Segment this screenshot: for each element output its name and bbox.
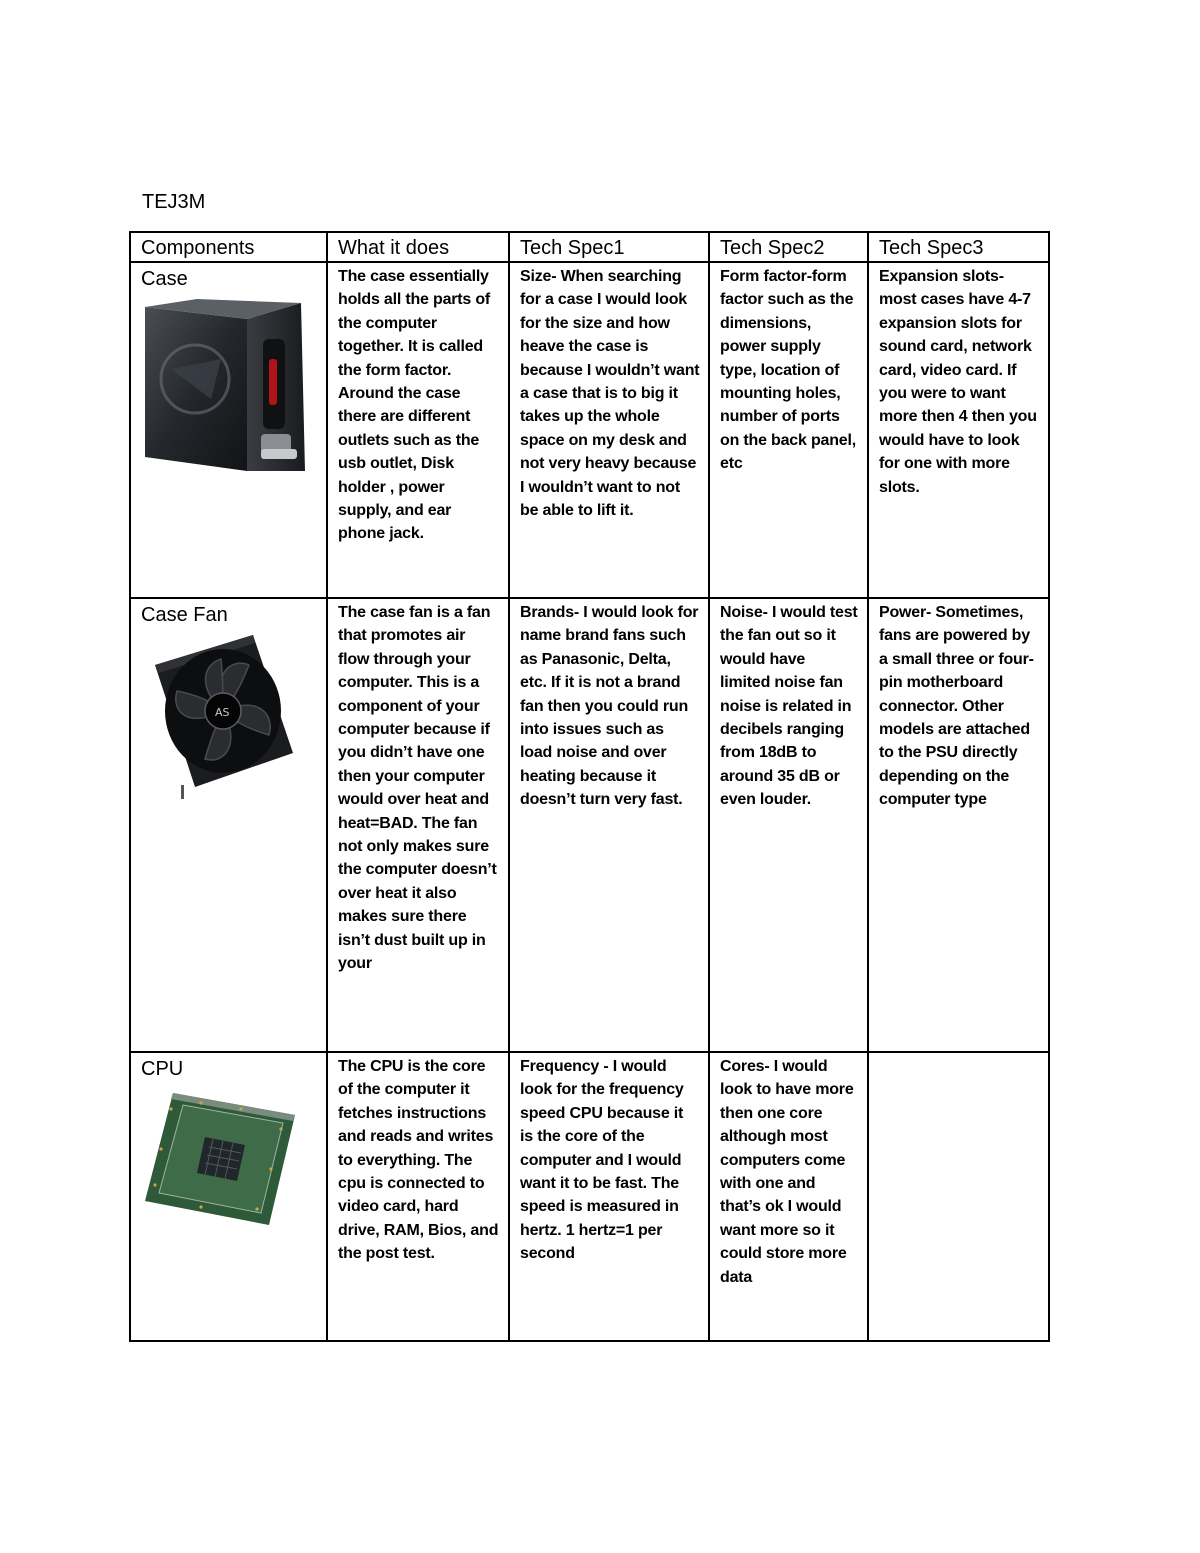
component-label: Case Fan: [141, 604, 228, 626]
tech-spec3-cell: [868, 1052, 1049, 1341]
header-components: Components: [130, 232, 327, 262]
tech-spec2-cell: Noise- I would test the fan out so it would have limited noise fan noise is related in decibels ranging from 18dB to around 35 dB or even louder.: [709, 598, 868, 1052]
what-it-does-cell: The case essentially holds all the parts of the computer together. It is called the form factor. Around the case there are different outlets such as the usb outlet, Disk holder , power supply, and ear phone jack.: [327, 262, 509, 598]
case-fan-icon: [141, 635, 318, 810]
component-cell: [130, 1052, 327, 1341]
cpu-chip-icon: [141, 1089, 318, 1234]
component-cell: [130, 262, 327, 598]
component-label: Case: [141, 268, 188, 290]
table-row: [130, 262, 1049, 598]
what-it-does-cell: The case fan is a fan that promotes air flow through your computer. This is a component of your computer because if you didn’t have one then your computer would over heat and heat=BAD. The fan not only makes sure the computer doesn’t over heat it also makes sure there isn’t dust built up in your: [327, 598, 509, 1052]
what-it-does-cell: The CPU is the core of the computer it fetches instructions and reads and writes to everything. The cpu is connected to video card, hard drive, RAM, Bios, and the post test.: [327, 1052, 509, 1341]
tech-spec3-cell: Expansion slots- most cases have 4-7 expansion slots for sound card, network card, video card. If you were to want more then 4 then you would have to look for one with more slots.: [868, 262, 1049, 598]
header-tech-spec2: Tech Spec2: [709, 232, 868, 262]
table-row: [130, 1052, 1049, 1341]
document-title: TEJ3M: [142, 191, 206, 213]
computer-case-icon: [141, 299, 318, 490]
tech-spec1-cell: Size- When searching for a case I would look for the size and how heave the case is because I wouldn’t want a case that is to big it takes up the whole space on my desk and not very heavy because I wouldn’t want to not be able to lift it.: [509, 262, 709, 598]
header-what-it-does: What it does: [327, 232, 509, 262]
table-header-row: [130, 232, 1049, 262]
tech-spec1-cell: Frequency - I would look for the frequency speed CPU because it is the core of the computer and I would want it to be fast. The speed is measured in hertz. 1 hertz=1 per second: [509, 1052, 709, 1341]
tech-spec1-cell: Brands- I would look for name brand fans such as Panasonic, Delta, etc. If it is not a brand fan then you could run into issues such as load noise and over heating because it doesn’t turn very fast.: [509, 598, 709, 1052]
tech-spec2-cell: Cores- I would look to have more then one core although most computers come with one and that’s ok I would want more so it could store more data: [709, 1052, 868, 1341]
svg-text:AS: AS: [215, 706, 230, 719]
tech-spec3-cell: Power- Sometimes, fans are powered by a small three or four-pin motherboard connector. Other models are attached to the PSU directly depending on the computer type: [868, 598, 1049, 1052]
header-tech-spec1: Tech Spec1: [509, 232, 709, 262]
component-label: CPU: [141, 1058, 184, 1080]
header-tech-spec3: Tech Spec3: [868, 232, 1049, 262]
components-table: [129, 231, 1050, 1342]
table-row: [130, 598, 1049, 1052]
component-cell: [130, 598, 327, 1052]
tech-spec2-cell: Form factor-form factor such as the dimensions, power supply type, location of mounting holes, number of ports on the back panel, etc: [709, 262, 868, 598]
